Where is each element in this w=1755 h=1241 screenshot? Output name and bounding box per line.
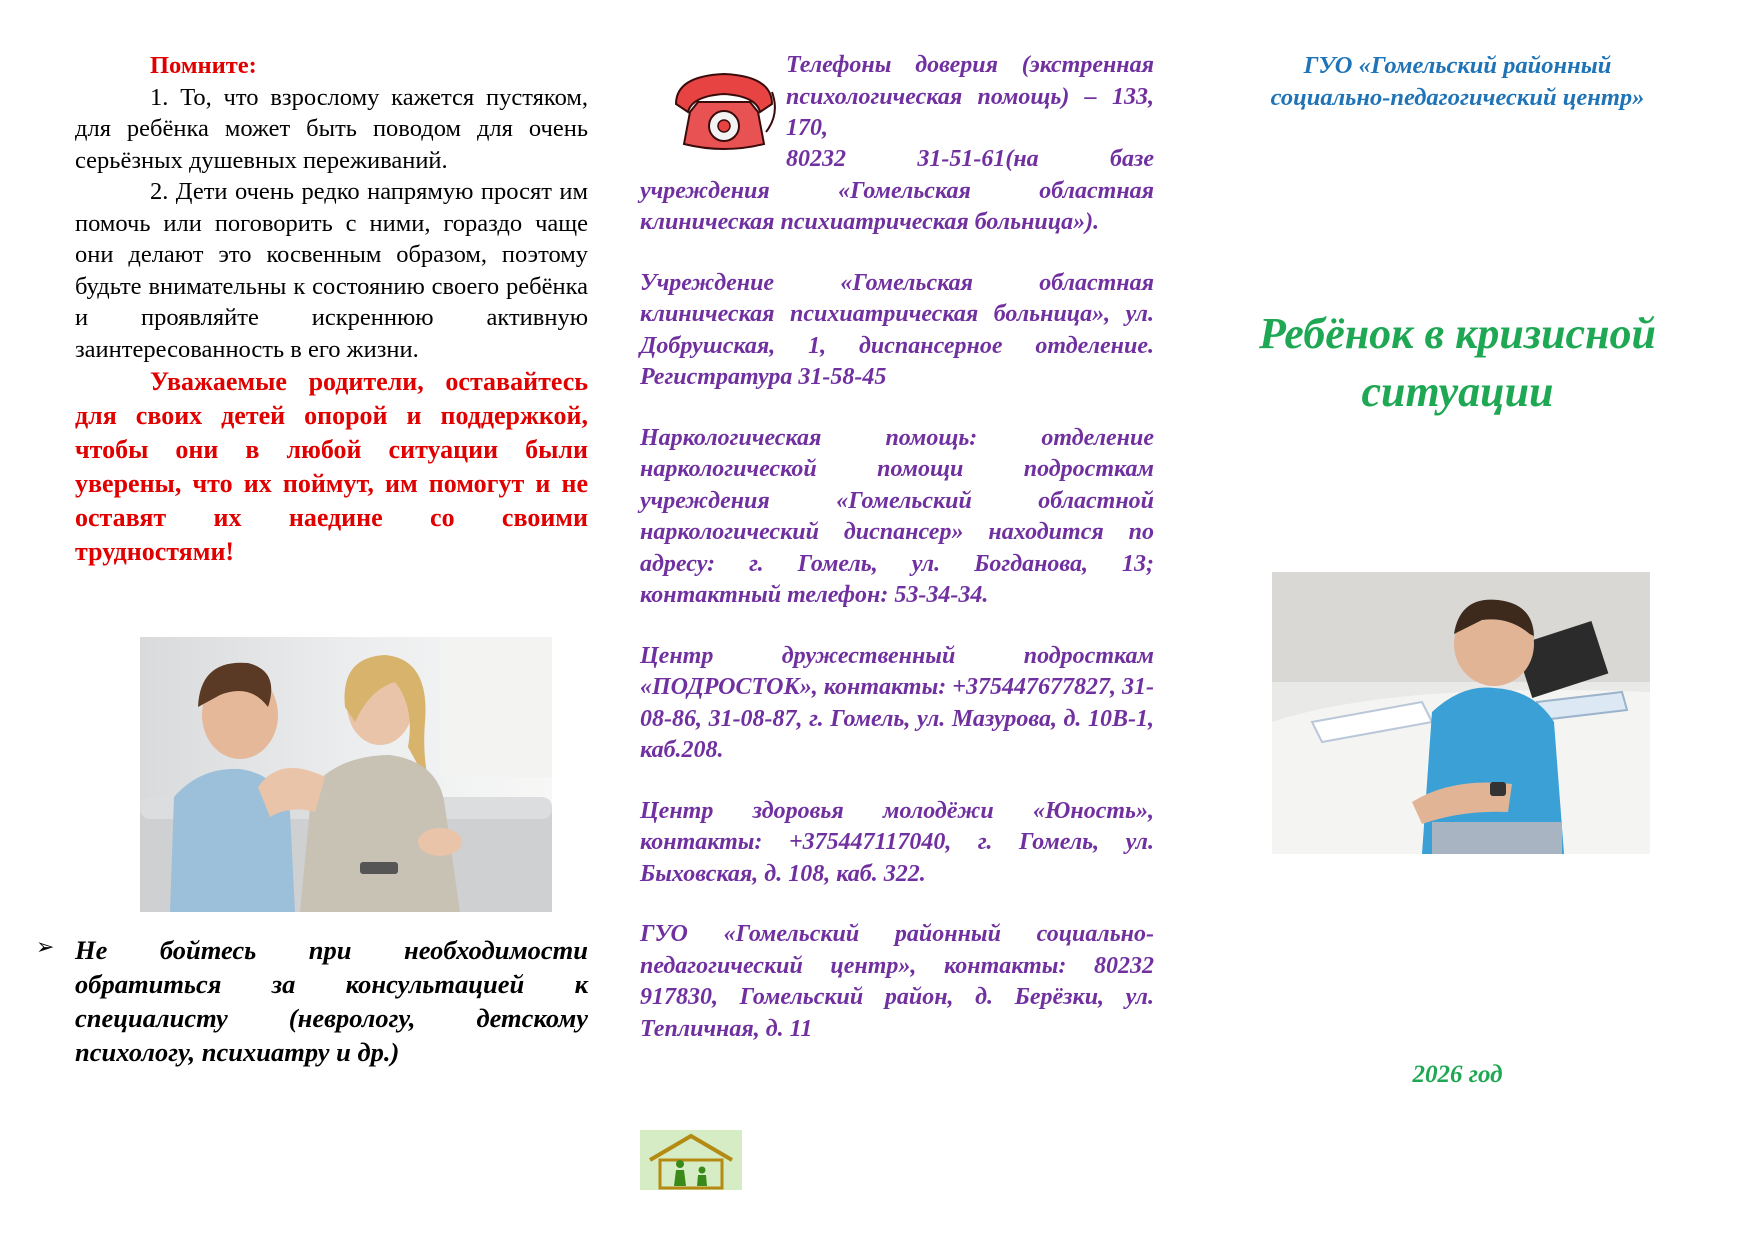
org-line-1: ГУО «Гомельский районный (1303, 52, 1612, 79)
year-label: 2026 год (1412, 1061, 1503, 1088)
remember-heading: Помните: (150, 52, 257, 79)
hotline-lead: Телефоны доверия (экстренная психологическая помощь) – 133, 170, (786, 52, 1154, 141)
sad-teen-photo (1272, 572, 1650, 854)
remember-point-2: 2. Дети очень редко напрямую просят им помочь или поговорить с ними, гораздо чаще они делают это косвенным образом, поэтому будьте внимательны к состоянию своего ребёнка и проявляйте искреннюю активную заинтересованность в его жизни. (75, 178, 588, 363)
youth-center-contact: Центр здоровья молодёжи «Юность», контакты: +375447117040, г. Гомель, ул. Быховская, д. 108, каб. 322. (640, 797, 1154, 887)
title-line-1: Ребёнок в кризисной (1259, 309, 1656, 358)
remember-point-1: 1. То, что взрослому кажется пустяком, для ребёнка может быть поводом для очень серьёзных душевных переживаний. (75, 83, 588, 174)
parents-appeal: Уважаемые родители, оставайтесь для своих детей опорой и поддержкой, чтобы они в любой ситуации были уверены, что их поймут, им помогут и не оставят их наедине со своими трудностями! (75, 367, 588, 566)
teen-center-contact: Центр дружественный подросткам «ПОДРОСТОК», контакты: +375447677827, 31-08-86, 31-08-87, г. Гомель, ул. Мазурова, д. 10В-1, каб.208. (640, 642, 1154, 763)
org-line-2: социально-педагогический центр» (1270, 84, 1645, 111)
left-column (75, 50, 588, 569)
contacts-column (640, 144, 1154, 1045)
title-line-2: ситуации (1361, 367, 1554, 416)
narcology-contact: Наркологическая помощь: отделение наркологической помощи подросткам учреждения «Гомельский областной наркологический диспансер» находится по адресу: г. Гомель, ул. Богданова, 13; контактный телефон: 53-34-34. (640, 424, 1154, 608)
specialist-tip-box (75, 933, 588, 1069)
mother-son-photo (140, 637, 552, 912)
arrow-bullet-icon: ➢ (36, 934, 55, 959)
specialist-tip: Не бойтесь при необходимости обратиться за консультацией к специалисту (неврологу, детскому психологу, психиатру и др.) (75, 935, 588, 1067)
center-logo-icon (640, 1130, 742, 1190)
hotline-details: 80232 31-51-61(на базе учреждения «Гомельская областная клиническая психиатрическая больница»). (640, 146, 1154, 235)
hospital-contact: Учреждение «Гомельская областная клиническая психиатрическая больница», ул. Добрушская, 1, диспансерное отделение. Регистратура 31-58-45 (640, 269, 1154, 390)
hotline-lead-block (786, 50, 1154, 145)
district-center-contact: ГУО «Гомельский районный социально-педагогический центр», контакты: 80232 917830, Гомельский район, д. Берёзки, ул. Тепличная, д. 11 (640, 921, 1154, 1042)
organization-name (1205, 50, 1710, 114)
brochure-title (1205, 305, 1710, 421)
telephone-icon (668, 62, 780, 154)
